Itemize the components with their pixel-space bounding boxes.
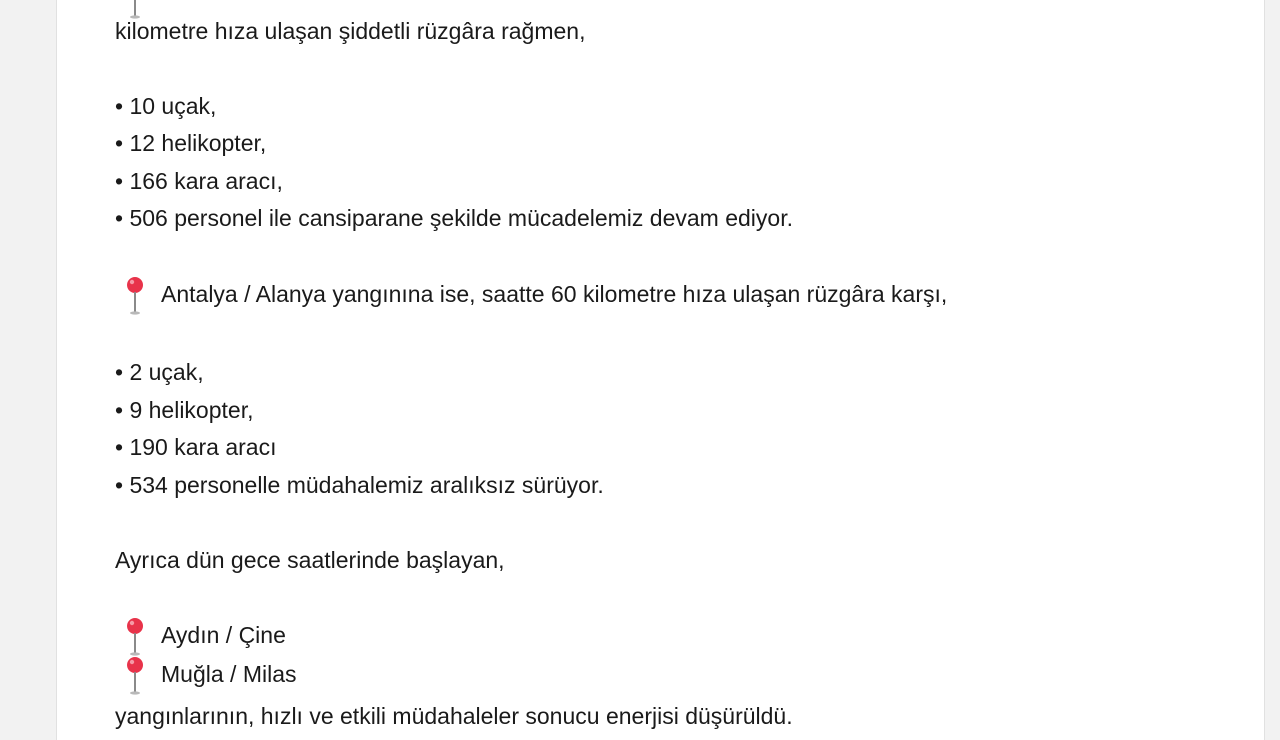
round-pushpin-icon <box>124 656 146 696</box>
location-label: Aydın / Çine <box>161 622 286 648</box>
bullet-item: • 9 helikopter, <box>115 397 254 423</box>
post-text-line: Ayrıca dün gece saatlerinde başlayan, <box>115 547 505 573</box>
bullet-item: • 506 personel ile cansiparane şekilde mücadelemiz devam ediyor. <box>115 205 793 231</box>
location-label: Muğla / Milas <box>161 661 297 687</box>
post-text-line: yangınlarının, hızlı ve etkili müdahaleler sonucu enerjisi düşürüldü. <box>115 703 793 729</box>
bullet-item: • 190 kara aracı <box>115 434 277 460</box>
post-text-line: kilometre hıza ulaşan şiddetli rüzgâra rağmen, <box>115 18 586 44</box>
bullet-item: • 2 uçak, <box>115 359 204 385</box>
bullet-item: • 534 personelle müdahalemiz aralıksız sürüyor. <box>115 472 604 498</box>
bullet-item: • 166 kara aracı, <box>115 168 283 194</box>
bullet-item: • 10 uçak, <box>115 93 217 119</box>
round-pushpin-icon <box>124 276 146 316</box>
post-text-line: Antalya / Alanya yangınına ise, saatte 60 kilometre hıza ulaşan rüzgâra karşı, <box>161 281 948 307</box>
round-pushpin-icon <box>124 617 146 657</box>
bullet-item: • 12 helikopter, <box>115 130 267 156</box>
